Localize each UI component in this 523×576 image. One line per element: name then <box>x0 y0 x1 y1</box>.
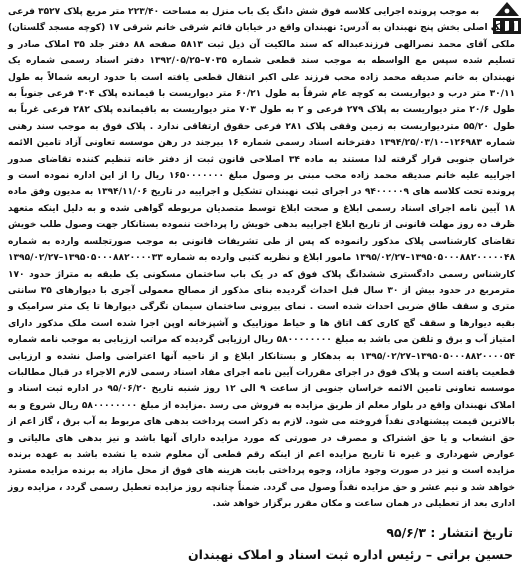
notice-body-text: به موجب پرونده اجرایی کلاسه فوق شش دانگ یک باب منزل به مساحت ۲۲۳/۴۰ متر مربع پلاک ۳۵۲۷ فرعی از یک اصلی بخش پنج نهبندان به آدرس: نهبندان واقع در خیابان قائم شرقی خانم شرقی ۱۷ (کوچه مسجد گلستان) ملکی آقای محمد نصرالهی فرزندعبداله که سند مالکیت آن ذیل ثبت ۵۸۱۳ صفحه ۸۸ دفتر جلد ۳۵ املاک صادر و تسلیم شده سپس مع الواسطه به موجب سند قطعی شماره ۷۰۳۵–۱۳۹۲/۰۵/۲۵ دفتر اسناد رسمی شماره یک نهبندان به خانم صدیقه محمد زاده محب فرزند علی اکبر انتقال قطعی یافته است با حدود اربعه شمالاً به طول ۳۰/۱۱ متر درب و دیواریست به کوچه عام شرقاً به طول ۶۰/۲۱ متر دیواریست با قیمانده پلاک ۳۰۴ فرعی جنوباً به طول ۲۰/۶ متر دیواریست به پلاک ۲۷۹ فرعی و ۲ به طول ۷۰۳ متر دیواریست به باقیمانده پلاک ۲۸۲ فرعی غرباً به طول ۵۵/۲۰ متردیواریست به زمین وقفی پلاک ۲۸۱ فرعی حقوق ارتفاقی ندارد . پلاک فوق به موجب سند رهنی شماره ۱۲۶۹۸۳–۱۳۹۴/۲۵/۰۳/۱۰ دفترخانه اسناد رسمی شماره ۱۶ بیرجند در رهن موسسه تعاونی آزاد تامین الائمه خراسان جنوبی قرار گرفته لذا مستند به ماده ۳۴ اصلاحی قانون ثبت از دفتر خانه تنظیم کننده تقاضای صدور اجراییه علیه خانم صدیقه محمد زاده محب مبنی بر وصول مبلغ ۱۶۵۰۰۰۰۰۰۰ ریال را از این اداره نموده است و پرونده تحت کلاسه های ۹۴۰۰۰۰۰۹ در اجرای ثبت نهبندان تشکیل و اجراییه در تاریخ ۱۳۹۴/۱۱/۰۶ به مدیون وفق ماده ۱۸ آیین نامه اجرای اسناد رسمی ابلاغ و صحت ابلاغ توسط متصدیان مربوطه گواهی شده و به دلیل اینکه متعهد ظرف ده روز مهلت قانونی از تاریخ ابلاغ اجراییه بدهی خویش را پرداخت ننموده بستانکار جهت وصول طلب خویش تقاضای کارشناسی پلاک مذکور رانموده که پس از طی تشریفات قانونی به موجب صورتجلسه وارده به شماره ۱۳۹۵۰۵۰۰۰۸۸۲۰۰۰۰۰۴۸–۱۳۹۵/۰۲/۲۷ مامور ابلاغ و نظریه کتبی وارده به شماره ۱۳۹۵۰۵۰۰۰۸۸۲۰۰۰۰۳۳–۱۳۹۵/۰۲/۲۷ کارشناس رسمی دادگستری ششدانگ پلاک فوق که در یک باب ساختمان مسکونی یک طبقه به متراژ حدود ۱۷۰ مترمربع در حدود بیش از ۳۰ سال قبل احداث گردیده بنای مذکور از مصالح معمولی آجری با دیوارهای ۳۵ سانتی متری و سقف طاق ضربی احداث شده است . نمای بیرونی ساختمان سیمان تگرگی دیوارها تا یک متر سرامیک و بقیه دیوارها و سقف گچ کاری کف اتاق ها و حیاط موزاییک و آشپزخانه اوپن اجرا شده است ملک مذکور دارای امتیاز آب و برق و تلفن می باشد به مبلغ ۵۸۰۰۰۰۰۰۰۰ ریال ارزیابی گردیده که مراتب ارزیابی به موجب نامه شماره ۱۳۹۵۰۵۰۰۰۸۸۲۰۰۰۰۵۴–۱۳۹۵/۰۲/۲۷ به بدهکار و بستانکار ابلاغ و از ناحیه آنها اعتراضی واصل نشده و ارزیابی قطعیت یافته است و پلاک فوق در اجرای مقررات آیین نامه اجرای مفاد اسناد رسمی لازم الاجراء در قبال مطالبات موسسه تعاونی تامین الائمه خراسان جنوبی از ساعت ۹ الی ۱۲ روز شنبه تاریخ ۹۵/۰۶/۲۰ در اداره ثبت اسناد و املاک نهبندان واقع در بلوار معلم از طریق مزایده به فروش می رسد .مزایده از مبلغ ۵۸۰۰۰۰۰۰۰۰ ریال شروع و به بالاترین قیمت پیشنهادی نقداً فروخته می شود. لازم به ذکر است پرداخت بدهی های مربوط به آب برق ، گاز اعم از حق انشعاب و یا حق اشتراک و مصرف در صورتی که مورد مزایده دارای آنها باشد و نیز بدهی های مالیاتی و عوارض شهرداری و غیره تا تاریخ مزایده اعم از اینکه رقم قطعی آن معلوم شده یا نشده باشد به عهده برنده مزایده است و نیز در صورت وجود مازاد، وجوه پرداختی بابت هزینه های فوق از محل مازاد به برنده مزایده مسترد خواهد شد و نیم عشر و حق مزایده نقداً وصول می گردد. ضمناً چنانچه روز مزایده تعطیل رسمی گردد ، مزایده روز اداری بعد از تعطیلی در همان ساعت و مکان مقرر برگزار خواهد شد. <box>8 7 516 510</box>
notice-footer <box>8 522 513 566</box>
logo-space <box>479 13 515 14</box>
publication-date: تاریخ انتشار : ۹۵/۶/۳ <box>386 525 513 540</box>
notice-body <box>8 4 515 513</box>
signature-line: حسین براتی – رئیس اداره ثبت اسناد و املاک نهبندان <box>187 547 513 562</box>
